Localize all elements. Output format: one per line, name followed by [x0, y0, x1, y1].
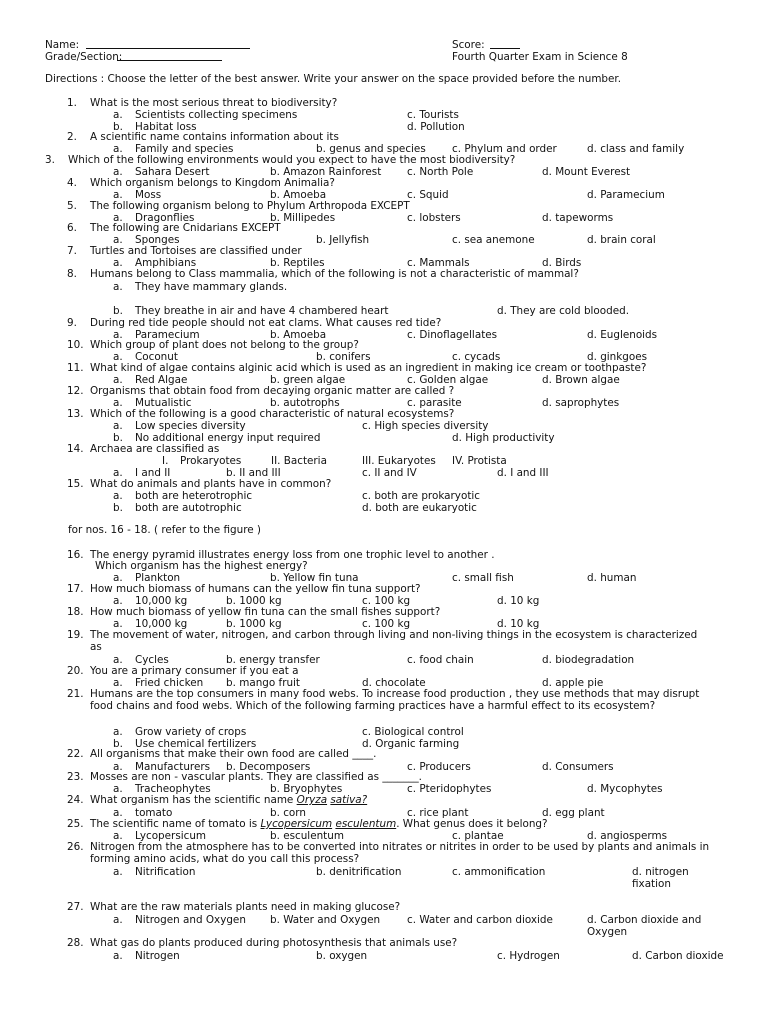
answer-choice: They have mammary glands. [135, 281, 288, 293]
question-text: You are a primary consumer if you eat a [90, 665, 299, 677]
score-label: Score: [452, 39, 485, 51]
question-number: 11. [67, 362, 84, 374]
question-number: 1. [67, 97, 77, 109]
answer-choice: c. ammonification [452, 866, 546, 878]
answer-choice: d. human [587, 572, 637, 584]
answer-choice: d. class and family [587, 143, 685, 155]
question-number: 9. [67, 317, 77, 329]
answer-choice: c. parasite [407, 397, 462, 409]
answer-choice: a. [113, 677, 123, 689]
answer-choice: a. [113, 807, 123, 819]
answer-choice: d. Carbon dioxide [632, 950, 724, 962]
question-number: 14. [67, 443, 84, 455]
answer-choice: c. Producers [407, 761, 471, 773]
question-text: How much biomass of yellow fin tuna can the small fishes support? [90, 606, 441, 618]
question-text: Which group of plant does not belong to the group? [90, 339, 359, 351]
answer-choice: d. biodegradation [542, 654, 635, 666]
answer-choice: c. Tourists [407, 109, 459, 121]
question-text: How much biomass of humans can the yellow fin tuna support? [90, 583, 421, 595]
answer-choice: Moss [135, 189, 162, 201]
grade-section-label: Grade/Section: [45, 51, 123, 63]
answer-choice: a. [113, 374, 123, 386]
answer-choice: d. saprophytes [542, 397, 620, 409]
answer-choice: c. Dinoflagellates [407, 329, 498, 341]
answer-choice: d. brain coral [587, 234, 656, 246]
statement-item: Prokaryotes [180, 455, 242, 467]
answer-choice: Paramecium [135, 329, 200, 341]
question-number: 21. [67, 688, 84, 700]
answer-choice: c. II and IV [362, 467, 417, 479]
question-text: All organisms that make their own food are called ____. [90, 748, 377, 760]
question-number: 16. [67, 549, 84, 561]
question-number: 2. [67, 131, 77, 143]
question-number: 13. [67, 408, 84, 420]
answer-choice: a. [113, 572, 123, 584]
answer-choice: b. conifers [316, 351, 371, 363]
answer-choice: Amphibians [135, 257, 197, 269]
question-number: 3. [45, 154, 55, 166]
figure-reference: for nos. 16 - 18. ( refer to the figure ) [68, 524, 261, 536]
question-text-line2: Which organism has the highest energy? [95, 560, 308, 572]
answer-choice: Use chemical fertilizers [135, 738, 257, 750]
question-text: Which organism belongs to Kingdom Animalia? [90, 177, 335, 189]
answer-choice: c. cycads [452, 351, 501, 363]
answer-choice: c. Water and carbon dioxide [407, 914, 553, 926]
answer-choice: b. [113, 432, 123, 444]
question-text: The scientific name of tomato is Lycopersicum esculentum. What genus does it belong? [90, 818, 548, 830]
answer-choice: b. denitrification [316, 866, 402, 878]
answer-choice: a. [113, 329, 123, 341]
question-text: What kind of algae contains alginic acid which is used as an ingredient in making ice cream or toothpaste? [90, 362, 647, 374]
answer-choice: Grow variety of crops [135, 726, 247, 738]
answer-choice: Coconut [135, 351, 178, 363]
question-number: 5. [67, 200, 77, 212]
answer-choice: b. autotrophs [270, 397, 340, 409]
answer-choice: d. Pollution [407, 121, 465, 133]
answer-choice: d. Organic farming [362, 738, 460, 750]
statement-item: I. [162, 455, 169, 467]
question-number: 25. [67, 818, 84, 830]
question-number: 7. [67, 245, 77, 257]
answer-choice: a. [113, 914, 123, 926]
answer-choice: d. Consumers [542, 761, 614, 773]
answer-choice: b. 1000 kg [226, 595, 282, 607]
answer-choice: b. [113, 738, 123, 750]
answer-choice: Tracheophytes [135, 783, 211, 795]
answer-choice: a. [113, 467, 123, 479]
question-number: 27. [67, 901, 84, 913]
answer-choice: a. [113, 595, 123, 607]
answer-choice: Lycopersicum [135, 830, 207, 842]
answer-choice: a. [113, 109, 123, 121]
answer-choice: c. lobsters [407, 212, 461, 224]
answer-choice: d. Euglenoids [587, 329, 658, 341]
question-text: Nitrogen from the atmosphere has to be converted into nitrates or nitrites in order to be used by plants and animals in forming amino acids, what do you call this process? [90, 841, 710, 865]
answer-choice: d. Paramecium [587, 189, 665, 201]
answer-choice: c. North Pole [407, 166, 474, 178]
answer-choice: b. 1000 kg [226, 618, 282, 630]
answer-choice: b. Reptiles [270, 257, 325, 269]
answer-choice: d. Mount Everest [542, 166, 631, 178]
answer-choice: c. Hydrogen [497, 950, 560, 962]
answer-choice: b. green algae [270, 374, 346, 386]
question-number: 18. [67, 606, 84, 618]
answer-choice: d. I and III [497, 467, 549, 479]
answer-choice: Nitrification [135, 866, 196, 878]
question-text: A scientific name contains information about its [90, 131, 339, 143]
answer-choice: b. Millipedes [270, 212, 336, 224]
question-text: The following are Cnidarians EXCEPT [90, 222, 281, 234]
answer-choice: c. small fish [452, 572, 514, 584]
answer-choice: Dragonflies [135, 212, 195, 224]
answer-choice: b. Jellyfish [316, 234, 370, 246]
answer-choice: b. Yellow fin tuna [270, 572, 359, 584]
answer-choice: c. Phylum and order [452, 143, 557, 155]
answer-choice: a. [113, 143, 123, 155]
answer-choice: both are heterotrophic [135, 490, 253, 502]
question-number: 4. [67, 177, 77, 189]
question-number: 17. [67, 583, 84, 595]
question-number: 8. [67, 268, 77, 280]
answer-choice: Fried chicken [135, 677, 204, 689]
statement-item: II. Bacteria [271, 455, 327, 467]
question-text: The energy pyramid illustrates energy loss from one trophic level to another . [90, 549, 495, 561]
answer-choice: Mutualistic [135, 397, 192, 409]
question-text: Which of the following environments would you expect to have the most biodiversity? [68, 154, 516, 166]
answer-choice: a. [113, 654, 123, 666]
question-number: 10. [67, 339, 84, 351]
answer-choice: b. [113, 502, 123, 514]
question-number: 22. [67, 748, 84, 760]
answer-choice: a. [113, 950, 123, 962]
answer-choice: Sponges [135, 234, 180, 246]
answer-choice: b. [113, 121, 123, 133]
answer-choice: Habitat loss [135, 121, 197, 133]
question-number: 23. [67, 771, 84, 783]
question-text: Humans are the top consumers in many food webs. To increase food production , they use methods that may disrupt food chains and food webs. Which of the following farming practices have a harmful effect to its ecosystem? [90, 688, 700, 712]
statement-item: III. Eukaryotes [362, 455, 436, 467]
exam-title: Fourth Quarter Exam in Science 8 [452, 51, 628, 63]
answer-choice: a. [113, 490, 123, 502]
answer-choice: c. Mammals [407, 257, 470, 269]
score-field[interactable] [490, 38, 520, 49]
answer-choice: a. [113, 866, 123, 878]
answer-choice: I and II [135, 467, 171, 479]
answer-choice: Nitrogen and Oxygen [135, 914, 246, 926]
answer-choice: b. Amoeba [270, 189, 327, 201]
answer-choice: c. Pteridophytes [407, 783, 492, 795]
answer-choice: a. [113, 761, 123, 773]
answer-choice: Family and species [135, 143, 234, 155]
answer-choice: 10,000 kg [135, 595, 188, 607]
answer-choice: Low species diversity [135, 420, 246, 432]
answer-choice: Scientists collecting specimens [135, 109, 298, 121]
question-text: Mosses are non - vascular plants. They are classified as _______. [90, 771, 422, 783]
answer-choice: a. [113, 351, 123, 363]
directions: Directions : Choose the letter of the best answer. Write your answer on the space provided before the number. [45, 73, 622, 85]
answer-choice: d. Carbon dioxide and Oxygen [587, 914, 702, 938]
answer-choice: c. High species diversity [362, 420, 489, 432]
question-text: What organism has the scientific name Oryza sativa? [90, 794, 368, 806]
question-text: What is the most serious threat to biodiversity? [90, 97, 338, 109]
question-text: What are the raw materials plants need in making glucose? [90, 901, 401, 913]
question-text: Humans belong to Class mammalia, which of the following is not a characteristic of mammal? [90, 268, 579, 280]
answer-choice: d. High productivity [452, 432, 555, 444]
answer-choice: b. Amazon Rainforest [270, 166, 382, 178]
question-number: 28. [67, 937, 84, 949]
answer-choice: b. esculentum [270, 830, 344, 842]
answer-choice: Plankton [135, 572, 181, 584]
answer-choice: No additional energy input required [135, 432, 321, 444]
answer-choice: a. [113, 281, 123, 293]
answer-choice: a. [113, 166, 123, 178]
question-text: What gas do plants produced during photosynthesis that animals use? [90, 937, 458, 949]
answer-choice: c. plantae [452, 830, 504, 842]
answer-choice: both are autotrophic [135, 502, 242, 514]
answer-choice: b. [113, 305, 123, 317]
question-text: Turtles and Tortoises are classified under [90, 245, 302, 257]
answer-choice: Manufacturers [135, 761, 211, 773]
question-number: 20. [67, 665, 84, 677]
question-number: 6. [67, 222, 77, 234]
answer-choice: Nitrogen [135, 950, 180, 962]
answer-choice: c. Golden algae [407, 374, 489, 386]
question-number: 15. [67, 478, 84, 490]
question-text: During red tide people should not eat clams. What causes red tide? [90, 317, 442, 329]
answer-choice: b. oxygen [316, 950, 368, 962]
question-number: 19. [67, 629, 84, 641]
answer-choice: b. genus and species [316, 143, 426, 155]
answer-choice: d. Birds [542, 257, 582, 269]
answer-choice: a. [113, 618, 123, 630]
answer-choice: c. food chain [407, 654, 474, 666]
answer-choice: c. Squid [407, 189, 449, 201]
answer-choice: a. [113, 830, 123, 842]
answer-choice: d. chocolate [362, 677, 426, 689]
answer-choice: d. Mycophytes [587, 783, 663, 795]
answer-choice: a. [113, 212, 123, 224]
answer-choice: They breathe in air and have 4 chambered heart [135, 305, 389, 317]
answer-choice: Red Algae [135, 374, 188, 386]
question-text: The following organism belong to Phylum Arthropoda EXCEPT [90, 200, 410, 212]
answer-choice: c. Biological control [362, 726, 464, 738]
question-number: 24. [67, 794, 84, 806]
answer-choice: b. II and III [226, 467, 281, 479]
answer-choice: b. Amoeba [270, 329, 327, 341]
answer-choice: a. [113, 257, 123, 269]
answer-choice: b. mango fruit [226, 677, 301, 689]
answer-choice: d. both are eukaryotic [362, 502, 477, 514]
answer-choice: b. Decomposers [226, 761, 311, 773]
statement-item: IV. Protista [452, 455, 507, 467]
question-number: 26. [67, 841, 84, 853]
question-text: What do animals and plants have in common? [90, 478, 332, 490]
answer-choice: d. Brown algae [542, 374, 620, 386]
question-number: 12. [67, 385, 84, 397]
answer-choice: Sahara Desert [135, 166, 210, 178]
answer-choice: a. [113, 783, 123, 795]
answer-choice: d. egg plant [542, 807, 605, 819]
answer-choice: c. sea anemone [452, 234, 535, 246]
answer-choice: c. rice plant [407, 807, 469, 819]
answer-choice: b. Bryophytes [270, 783, 343, 795]
answer-choice: tomato [135, 807, 173, 819]
answer-choice: a. [113, 397, 123, 409]
answer-choice: d. They are cold blooded. [497, 305, 630, 317]
answer-choice: d. angiosperms [587, 830, 668, 842]
name-label: Name: [45, 39, 80, 51]
answer-choice: d. apple pie [542, 677, 604, 689]
answer-choice: 10,000 kg [135, 618, 188, 630]
answer-choice: d. nitrogen fixation [632, 866, 689, 890]
name-field[interactable] [86, 38, 250, 49]
question-text: Archaea are classified as [90, 443, 220, 455]
question-text: The movement of water, nitrogen, and carbon through living and non-living things in the ecosystem is characterized as [90, 629, 698, 653]
answer-choice: d. 10 kg [497, 618, 540, 630]
answer-choice: a. [113, 189, 123, 201]
answer-choice: Cycles [135, 654, 169, 666]
answer-choice: c. 100 kg [362, 618, 411, 630]
answer-choice: b. energy transfer [226, 654, 320, 666]
answer-choice: d. 10 kg [497, 595, 540, 607]
answer-choice: a. [113, 420, 123, 432]
answer-choice: c. both are prokaryotic [362, 490, 480, 502]
grade-section-field[interactable] [117, 50, 222, 61]
question-text: Organisms that obtain food from decaying organic matter are called ? [90, 385, 455, 397]
answer-choice: b. corn [270, 807, 306, 819]
answer-choice: a. [113, 234, 123, 246]
answer-choice: a. [113, 726, 123, 738]
question-text: Which of the following is a good characteristic of natural ecosystems? [90, 408, 455, 420]
answer-choice: d. tapeworms [542, 212, 614, 224]
answer-choice: d. ginkgoes [587, 351, 648, 363]
answer-choice: b. Water and Oxygen [270, 914, 381, 926]
answer-choice: c. 100 kg [362, 595, 411, 607]
